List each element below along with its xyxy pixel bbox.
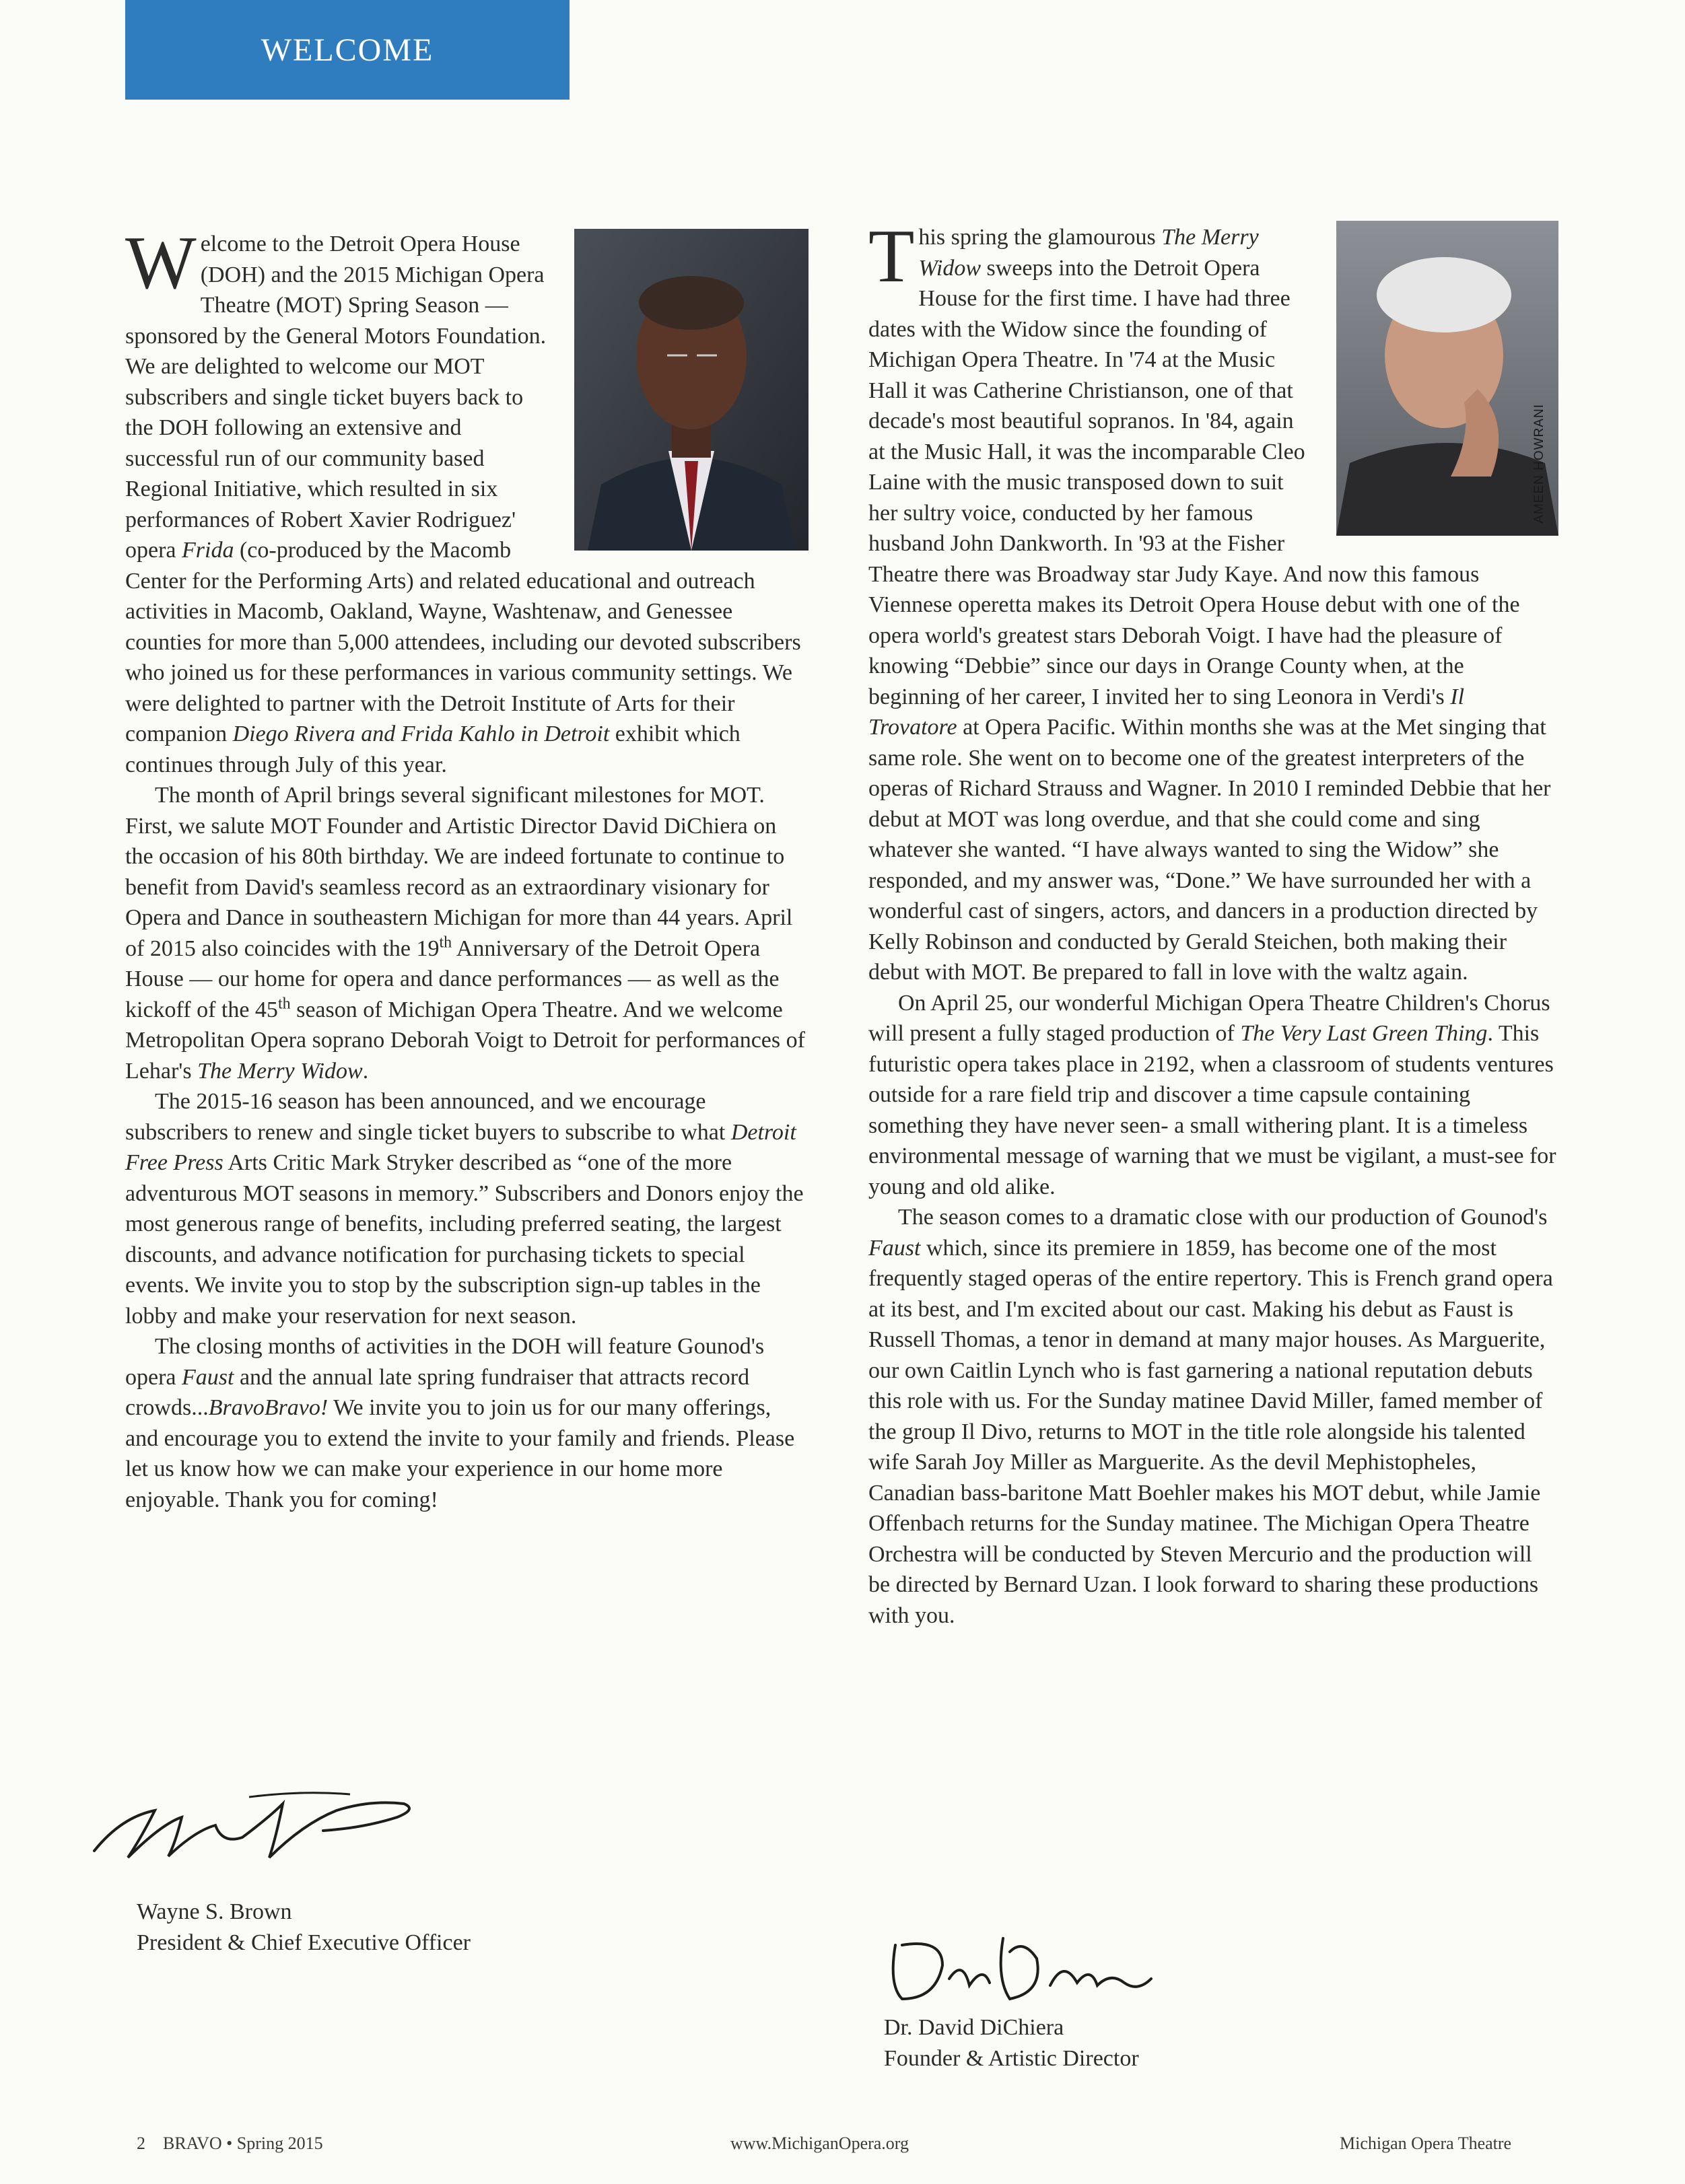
signer-name: Dr. David DiChiera (884, 2015, 1064, 2040)
signer-title: Founder & Artistic Director (884, 2046, 1139, 2071)
text-run: The 2015-16 season has been announced, and we encourage subscribers to renew and single ticket buyers to subscribe to what (125, 1089, 731, 1145)
signer-block-right (884, 2012, 1139, 2074)
text-run: sweeps into the Detroit Opera House for the first time. I have had three dates with the Widow since the founding of Michigan Opera Theatre. In '74 at the Music Hall it was Catherine Christianson, one of that decade's most beautiful sopranos. In '84, again at the Music Hall, it was the incomparable Cleo Laine with the music transposed down to suit her sultry voice, conducted by her famous husband John Dankworth. In '93 at the Fisher Theatre there was Broadway star Judy Kaye. And now this famous Viennese operetta makes its Detroit Opera House debut with one of the opera world's greatest stars Deborah Voigt. I have had the pleasure of knowing “Debbie” since our days in Orange County when, at the beginning of her career, I invited her to sing Leonora in Verdi's (868, 255, 1520, 709)
drop-cap: T (868, 215, 915, 298)
superscript: th (439, 934, 452, 952)
text-run: which, since its premiere in 1859, has become one of the most frequently staged operas of the entire repertory. This is French grand opera at its best, and I'm excited about our cast. Making his debut as Faust is Russell Thomas, a tenor in demand at many major houses. As Marguerite, our own Caitlin Lynch who is fast garnering a national reputation debuts this role with us. For the Sunday matinee David Miller, famed member of the group Il Divo, returns to MOT in the title role alongside his talented wife Sarah Joy Miller as Marguerite. As the devil Mephistopheles, Canadian bass-baritone Matt Boehler makes his MOT debut, while Jamie Offenbach returns for the Sunday matinee. The Michigan Opera Theatre Orchestra will be conducted by Steven Mercurio and the production will be directed by Bernard Uzan. I look forward to sharing these productions with you. (868, 1235, 1553, 1628)
italic-title: Faust (182, 1364, 234, 1390)
paragraph (868, 1202, 1558, 1631)
italic-title: Faust (868, 1235, 921, 1261)
welcome-letter-right (868, 215, 1558, 1631)
text-run: On April 25, our wonderful Michigan Opera Theatre Children's Chorus will present a fully staged production of (868, 990, 1550, 1046)
text-run: . This futuristic opera takes place in 2192, when a classroom of students ventures outside for a rare field trip and discover a time capsule containing something they have never seen- a small withering plant. It is a timeless environmental message of warning that we must be vigilant, a must-see for young and old alike. (868, 1021, 1556, 1199)
italic-title: Detroit Free Press (125, 1119, 796, 1175)
text-run: The season comes to a dramatic close with our production of Gounod's (898, 1205, 1548, 1230)
italic-title: Frida (182, 538, 234, 563)
italic-title: Il Trovatore (868, 684, 1465, 740)
portrait-photo-wayne-brown (574, 229, 809, 551)
welcome-letter-left (125, 221, 809, 1515)
text-run: and the annual late spring fundraiser that attracts record crowds... (125, 1364, 750, 1420)
footer-url: www.MichiganOpera.org (730, 2134, 909, 2153)
signer-block-left (137, 1897, 471, 1959)
photo-credit: AMEEN HOWRANI (1532, 404, 1546, 524)
text-run: (co-produced by the Macomb Center for the Performing Arts) and related educational and outreach activities in Macomb, Oakland, Wayne, Washtenaw, and Genessee counties for more than 5,000 attendees, including our devoted subscribers who joined us for these performances in various community settings. We were delighted to partner with the Detroit Institute of Arts for their companion (125, 538, 801, 746)
text-run: exhibit which continues through July of this year. (125, 721, 741, 777)
section-title: WELCOME (261, 32, 434, 68)
text-run: Anniversary of the Detroit Opera House — our home for opera and dance performances — as well as the kickoff of the 45 (125, 936, 780, 1022)
section-header (125, 0, 570, 100)
italic-title: BravoBravo! (208, 1395, 329, 1420)
superscript: th (277, 995, 291, 1013)
text-run: . (362, 1058, 369, 1084)
drop-cap: W (125, 221, 197, 305)
paragraph (125, 1086, 809, 1331)
signer-title: President & Chief Executive Officer (137, 1930, 471, 1955)
text-run: his spring the glamourous (918, 225, 1162, 250)
footer-org: Michigan Opera Theatre (1340, 2134, 1512, 2153)
footer-page-info: 2 BRAVO • Spring 2015 (137, 2134, 323, 2153)
signer-name: Wayne S. Brown (137, 1899, 292, 1924)
italic-title: The Very Last Green Thing (1240, 1021, 1488, 1046)
text-run: Arts Critic Mark Stryker described as “one of the more adventurous MOT seasons in memory.” Subscribers and Donors enjoy the most generous range of benefits, including preferred seating, the largest discounts, and advance notification for purchasing tickets to special events. We invite you to stop by the subscription sign-up tables in the lobby and make your reservation for next season. (125, 1150, 804, 1329)
text-run: at Opera Pacific. Within months she was at the Met singing that same role. She went on to become one of the greatest interpreters of the operas of Richard Strauss and Wagner. In 2010 I reminded Debbie that her debut at MOT was long overdue, and that she could come and sing whatever she wanted. “I have always wanted to sing the Widow” she responded, and my answer was, “Done.” We have surrounded her with a wonderful cast of singers, actors, and dancers in a production directed by Kelly Robinson and conducted by Gerald Steichen, both making their debut with MOT. Be prepared to fall in love with the waltz again. (868, 715, 1551, 985)
signature-wayne-brown (81, 1777, 444, 1878)
italic-title: The Merry Widow (918, 225, 1259, 281)
text-run: We invite you to join us for our many offerings, and encourage you to extend the invite to your family and friends. Please let us know how we can make your experience in our home more enjoyable. Thank you for coming! (125, 1395, 795, 1512)
portrait-photo-david-dichiera (1336, 221, 1558, 536)
paragraph (125, 1331, 809, 1515)
text-run: elcome to the Detroit Opera House (DOH) and the 2015 Michigan Opera Theatre (MOT) Spring Season — sponsored by the General Motors Foundation. We are delighted to welcome our MOT subscribers and single ticket buyers back to the DOH following an extensive and successful run of our community based Regional Initiative, which resulted in six performances of Robert Xavier Rodriguez' opera (125, 232, 547, 563)
portrait-wayne-brown-image (574, 229, 809, 551)
paragraph (868, 988, 1558, 1203)
text-run: The month of April brings several significant milestones for MOT. First, we salute MOT Founder and Artistic Director David DiChiera on the occasion of his 80th birthday. We are indeed fortunate to continue to benefit from David's seamless record as an extraordinary visionary for Opera and Dance in southeastern Michigan for more than 44 years. April of 2015 also coincides with the 19 (125, 783, 793, 961)
text-run: The closing months of activities in the DOH will feature Gounod's opera (125, 1334, 765, 1390)
italic-title: The Merry Widow (197, 1058, 363, 1084)
text-run: season of Michigan Opera Theatre. And we welcome Metropolitan Opera soprano Deborah Voigt to Detroit for performances of Lehar's (125, 997, 805, 1084)
signature-david-dichiera (875, 1918, 1171, 2019)
paragraph (125, 780, 809, 1086)
italic-title: Diego Rivera and Frida Kahlo in Detroit (232, 721, 610, 746)
